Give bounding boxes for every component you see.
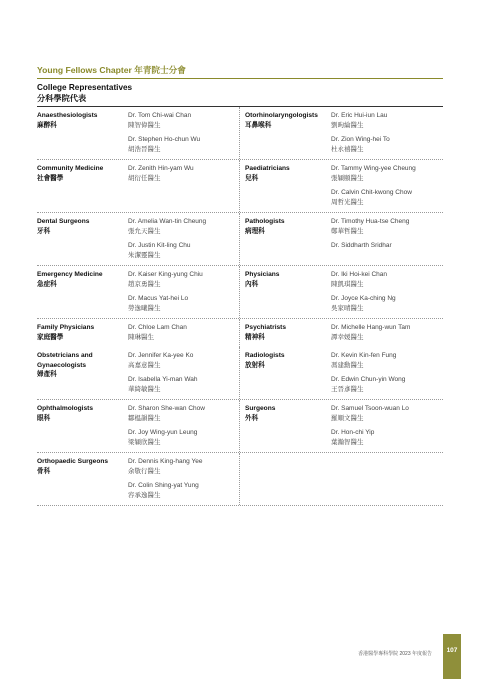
- representative-list: [128, 111, 239, 159]
- page-number: 107: [446, 647, 458, 654]
- section-heading: [37, 82, 132, 104]
- table-row: [37, 160, 443, 213]
- representative-name-zh: 譚幸媛醫生: [331, 333, 364, 341]
- representative-name-zh: 胡浩晉醫生: [128, 145, 161, 153]
- specialty-cell: [240, 160, 443, 212]
- representative: [331, 164, 443, 183]
- representative-name-en: Dr. Stephen Ho-chun Wu: [128, 136, 201, 143]
- specialty-name: [240, 111, 331, 159]
- specialty-name: [37, 217, 128, 265]
- representative-name-en: Dr. Jennifer Ka-yee Ko: [128, 352, 194, 359]
- specialty-cell: [37, 400, 240, 452]
- specialty-name-en: Physicians: [245, 271, 280, 278]
- specialty-name-zh: 社會醫學: [37, 174, 64, 182]
- table-row: [37, 319, 443, 347]
- representative-name-en: Dr. Justin Kit-ling Chu: [128, 242, 191, 249]
- representative-name-en: Dr. Kaiser King-yung Chiu: [128, 271, 203, 278]
- representative: [331, 135, 443, 154]
- specialty-name-zh: 牙科: [37, 227, 51, 235]
- representative-list: [128, 217, 239, 265]
- representative-name-zh: 吳家晴醫生: [331, 304, 364, 312]
- representative: [331, 188, 443, 207]
- representative-name-zh: 鄭華哲醫生: [331, 227, 364, 235]
- specialty-name: [240, 351, 331, 399]
- specialty-cell: [37, 319, 240, 347]
- page-number-tab: [443, 634, 461, 679]
- representative-name-zh: 羅順文醫生: [331, 414, 364, 422]
- representative-name-en: Dr. Iki Hoi-kei Chan: [331, 271, 387, 278]
- representative-name-zh: 杜永禧醫生: [331, 145, 364, 153]
- specialty-name-en: Anaesthesiologists: [37, 112, 98, 119]
- representative: [128, 241, 239, 260]
- specialty-name: [240, 217, 331, 265]
- representative-list: [331, 404, 443, 452]
- representative-name-en: Dr. Calvin Chit-kwong Chow: [331, 189, 412, 196]
- representative: [331, 294, 443, 313]
- representative-list: [128, 323, 239, 347]
- representative-name-zh: 胡衍任醫生: [128, 174, 161, 182]
- specialty-name: [37, 404, 128, 452]
- specialty-name: [37, 111, 128, 159]
- specialty-name: [37, 270, 128, 318]
- specialty-name-zh: 家庭醫學: [37, 333, 64, 341]
- specialty-cell: [37, 347, 240, 399]
- specialty-cell: [240, 319, 443, 347]
- representative: [331, 217, 443, 236]
- specialty-name-zh: 婦產科: [37, 371, 57, 378]
- representative-list: [128, 351, 239, 399]
- specialty-name: [240, 164, 331, 212]
- representative: [331, 375, 443, 394]
- specialty-name-zh: 眼科: [37, 414, 51, 422]
- representative-name-zh: 陳智偉醫生: [128, 121, 161, 129]
- representative-list: [331, 217, 443, 265]
- representative-name-zh: 余敬行醫生: [128, 467, 161, 475]
- representative-name-en: Dr. Kevin Kin-fen Fung: [331, 352, 397, 359]
- representative-name-zh: 梁穎欣醫生: [128, 438, 161, 446]
- specialty-cell: [240, 347, 443, 399]
- specialty-name-en: Paediatricians: [245, 165, 290, 172]
- representative-list: [331, 323, 443, 347]
- specialty-name: [240, 323, 331, 347]
- representative-name-zh: 馮建勳醫生: [331, 361, 364, 369]
- specialty-cell: [240, 107, 443, 159]
- representative-name-zh: 陳琳醫生: [128, 333, 154, 341]
- specialty-name-en: Dental Surgeons: [37, 218, 90, 225]
- specialty-name-zh: 外科: [245, 414, 259, 422]
- representative: [331, 404, 443, 423]
- representative-name-en: Dr. Amelia Wan-tin Cheung: [128, 218, 207, 225]
- specialty-name-en: Otorhinolaryngologists: [245, 112, 318, 119]
- specialty-name: [240, 270, 331, 318]
- specialty-name: [37, 323, 128, 347]
- specialty-cell: [37, 453, 240, 505]
- specialty-cell: [37, 160, 240, 212]
- representative: [128, 217, 239, 236]
- specialty-name: [37, 457, 128, 505]
- representative-name-en: Dr. Hon-chi Yip: [331, 429, 375, 436]
- specialty-name-en: Community Medicine: [37, 165, 104, 172]
- representative-name-zh: 容承逸醫生: [128, 491, 161, 499]
- representative: [331, 323, 443, 342]
- specialty-name-zh: 放射科: [245, 361, 265, 369]
- specialty-cell: [240, 400, 443, 452]
- specialty-name-zh: 耳鼻喉科: [245, 121, 272, 129]
- representative-name-zh: 周哲光醫生: [331, 198, 364, 206]
- representative-name-en: Dr. Siddharth Sridhar: [331, 242, 392, 249]
- representative: [128, 404, 239, 423]
- specialty-cell: [240, 266, 443, 318]
- representative-list: [331, 270, 443, 318]
- representative-name-zh: 勞逸曦醫生: [128, 304, 161, 312]
- representative-name-zh: 劉昫綸醫生: [331, 121, 364, 129]
- representative: [128, 323, 239, 342]
- representative: [128, 375, 239, 394]
- representative: [128, 351, 239, 370]
- representative: [128, 481, 239, 500]
- representative: [128, 164, 239, 183]
- specialty-name-zh: 骨科: [37, 467, 51, 475]
- representative-name-zh: 陳凱琪醫生: [331, 280, 364, 288]
- specialty-name: [37, 164, 128, 212]
- footer-report-title: 香港醫學專科學院 2023 年度報告: [358, 651, 432, 657]
- table-row: [37, 347, 443, 400]
- specialty-name-en: Family Physicians: [37, 324, 95, 331]
- representative-name-en: Dr. Zenith Hin-yam Wu: [128, 165, 194, 172]
- representative-name-en: Dr. Timothy Hua-tse Cheng: [331, 218, 410, 225]
- representative-list: [331, 111, 443, 159]
- representative-name-zh: 張允天醫生: [128, 227, 161, 235]
- representative-list: [331, 164, 443, 212]
- section-heading-zh: 分科學院代表: [37, 94, 87, 103]
- table-row: [37, 107, 443, 160]
- representative-name-en: Dr. Macus Yat-hei Lo: [128, 295, 189, 302]
- representative: [128, 135, 239, 154]
- specialty-name-en: Emergency Medicine: [37, 271, 103, 278]
- table-row: [37, 266, 443, 319]
- specialty-name-zh: 內科: [245, 280, 259, 288]
- representative-name-en: Dr. Joyce Ka-ching Ng: [331, 295, 396, 302]
- representative-name-en: Dr. Tom Chi-wai Chan: [128, 112, 192, 119]
- representative-list: [128, 404, 239, 452]
- representative: [128, 270, 239, 289]
- representative-name-zh: 鄒榅韻醫生: [128, 414, 161, 422]
- representative: [331, 111, 443, 130]
- title-divider: [37, 78, 443, 79]
- representatives-table: [37, 107, 443, 506]
- representative-name-en: Dr. Zion Wing-hei To: [331, 136, 390, 143]
- representative-name-en: Dr. Joy Wing-yun Leung: [128, 429, 198, 436]
- representative-name-en: Dr. Michelle Hang-wun Tam: [331, 324, 411, 331]
- representative: [331, 351, 443, 370]
- specialty-name-en: Psychiatrists: [245, 324, 287, 331]
- specialty-name-zh: 精神科: [245, 333, 265, 341]
- representative-name-en: Dr. Samuel Tsoon-wuan Lo: [331, 405, 409, 412]
- specialty-name-zh: 急症科: [37, 280, 57, 288]
- specialty-name-zh: 麻醉科: [37, 121, 57, 129]
- representative: [128, 294, 239, 313]
- representative-name-en: Dr. Edwin Chun-yin Wong: [331, 376, 406, 383]
- table-row: [37, 213, 443, 266]
- specialty-name-en: Ophthalmologists: [37, 405, 94, 412]
- specialty-name-en: Surgeons: [245, 405, 276, 412]
- representative-name-zh: 朱潔靈醫生: [128, 251, 161, 259]
- representative-name-zh: 張穎頤醫生: [331, 174, 364, 182]
- section-heading-en: College Representatives: [37, 83, 133, 92]
- representative-name-zh: 葉瀚智醫生: [331, 438, 364, 446]
- specialty-name: [37, 351, 128, 399]
- specialty-name-en: Obstetricians and Gynaecologists: [37, 352, 93, 369]
- specialty-name-en: Pathologists: [245, 218, 285, 225]
- representative-name-en: Dr. Chloe Lam Chan: [128, 324, 187, 331]
- representative: [331, 428, 443, 447]
- representative-list: [128, 457, 239, 505]
- specialty-name-zh: 病理科: [245, 227, 265, 235]
- representative-name-en: Dr. Eric Hui-iun Lau: [331, 112, 388, 119]
- representative: [128, 457, 239, 476]
- representative-name-en: Dr. Isabella Yi-man Wah: [128, 376, 198, 383]
- representative-list: [128, 270, 239, 318]
- specialty-cell: [37, 107, 240, 159]
- representative: [331, 270, 443, 289]
- representative: [128, 428, 239, 447]
- representative-name-en: Dr. Sharon She-wan Chow: [128, 405, 205, 412]
- table-row: [37, 453, 443, 506]
- representative-list: [331, 351, 443, 399]
- specialty-name-en: Radiologists: [245, 352, 285, 359]
- table-row: [37, 400, 443, 453]
- representative: [331, 241, 443, 251]
- specialty-cell: [240, 213, 443, 265]
- specialty-name-en: Orthopaedic Surgeons: [37, 458, 109, 465]
- representative-name-zh: 高嘉意醫生: [128, 361, 161, 369]
- representative-name-zh: 王晉彥醫生: [331, 385, 364, 393]
- chapter-title: Young Fellows Chapter 年青院士分會: [37, 65, 186, 75]
- representative-name-en: Dr. Colin Shing-yat Yung: [128, 482, 199, 489]
- representative: [128, 111, 239, 130]
- empty-cell: [240, 453, 443, 505]
- representative-name-en: Dr. Dennis King-hang Yee: [128, 458, 203, 465]
- specialty-name: [240, 404, 331, 452]
- representative-list: [128, 164, 239, 212]
- specialty-name-zh: 兒科: [245, 174, 259, 182]
- specialty-cell: [37, 266, 240, 318]
- specialty-cell: [37, 213, 240, 265]
- representative-name-zh: 華綺敏醫生: [128, 385, 161, 393]
- representative-name-en: Dr. Tammy Wing-yee Cheung: [331, 165, 416, 172]
- representative-name-zh: 趙京勇醫生: [128, 280, 161, 288]
